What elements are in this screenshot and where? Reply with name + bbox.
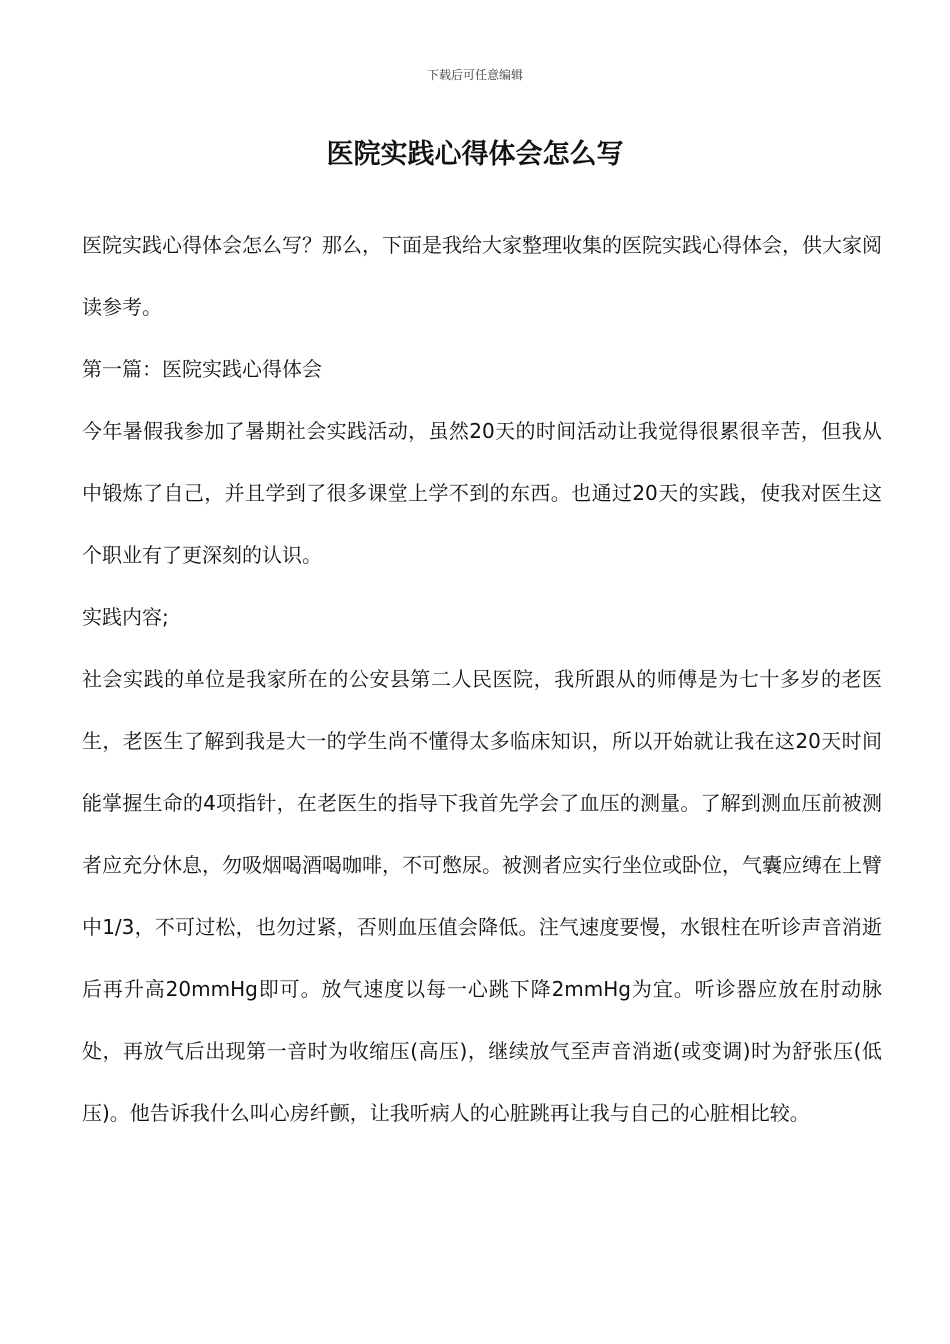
- body-paragraph: 社会实践的单位是我家所在的公安县第二人民医院，我所跟从的师傅是为七十多岁的老医生，老医生了解到我是大一的学生尚不懂得太多临床知识，所以开始就让我在这20天时间能掌握生命的4项指针，在老医生的指导下我首先学会了血压的测量。了解到测血压前被测者应充分休息，勿吸烟喝酒喝咖啡，不可憋尿。被测者应实行坐位或卧位，气囊应缚在上臂中1/3，不可过松，也勿过紧，否则血压值会降低。注气速度要慢，水银柱在听诊声音消逝后再升高20mmHg即可。放气速度以每一心跳下降2mmHg为宜。听诊器应放在肘动脉处，再放气后出现第一音时为收缩压(高压)，继续放气至声音消逝(或变调)时为舒张压(低压)。他告诉我什么叫心房纤颤，让我听病人的心脏跳再让我与自己的心脏相比较。: [82, 667, 882, 1125]
- subsection-heading: 实践内容;: [82, 605, 169, 629]
- header-note: 下载后可任意编辑: [426, 68, 523, 82]
- document-body: [82, 214, 882, 1144]
- intro-paragraph: 医院实践心得体会怎么写？那么，下面是我给大家整理收集的医院实践心得体会，供大家阅读参考。: [82, 233, 882, 319]
- section-heading: 第一篇：医院实践心得体会: [82, 357, 322, 381]
- body-paragraph: 今年暑假我参加了暑期社会实践活动，虽然20天的时间活动让我觉得很累很辛苦，但我从中锻炼了自己，并且学到了很多课堂上学不到的东西。也通过20天的实践，使我对医生这个职业有了更深刻的认识。: [82, 419, 882, 567]
- document-title: 医院实践心得体会怎么写: [326, 139, 624, 170]
